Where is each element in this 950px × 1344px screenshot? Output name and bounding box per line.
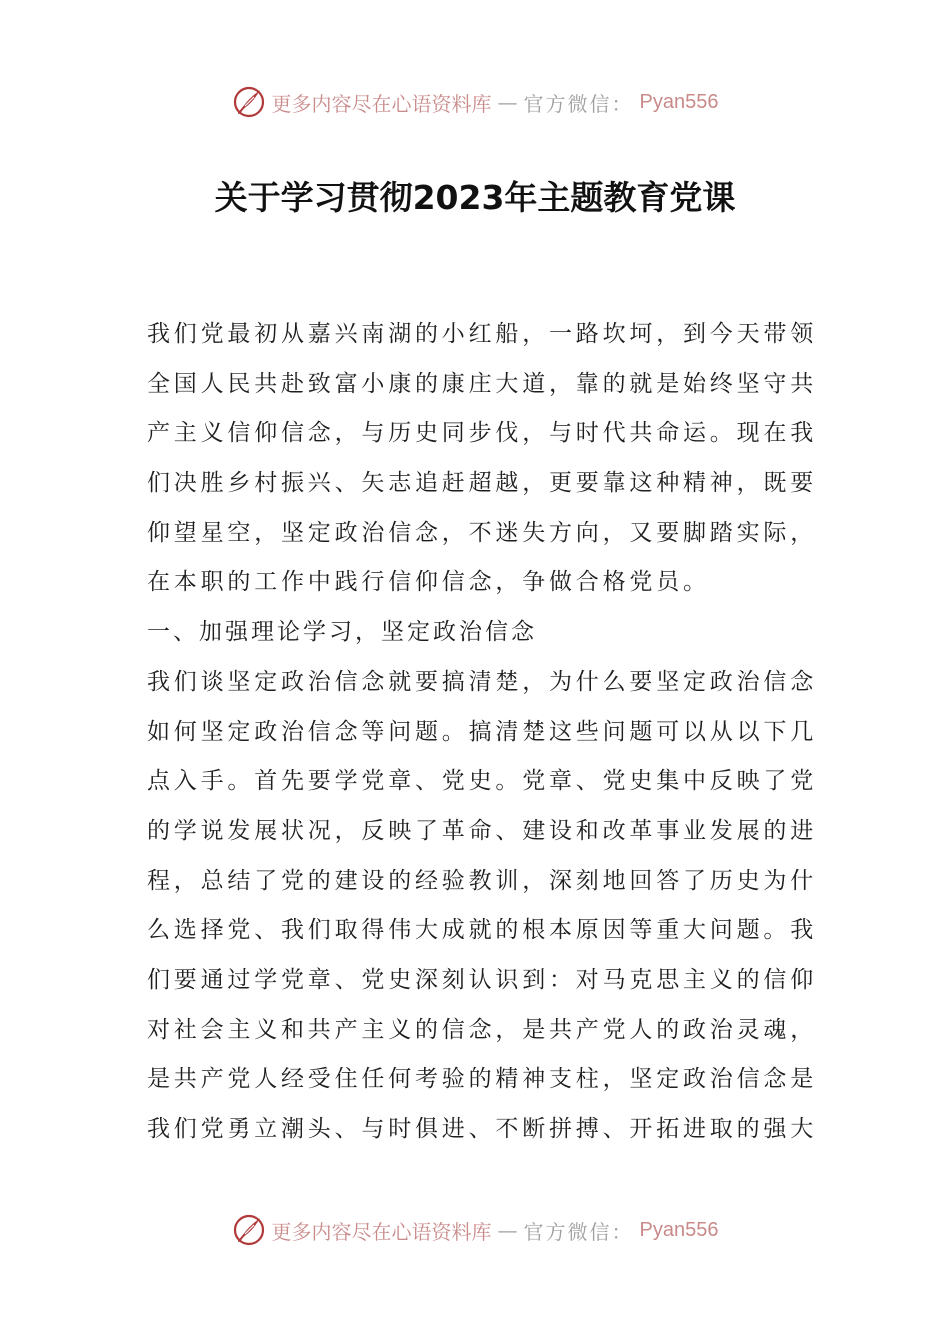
document-body (147, 310, 817, 1155)
body-line: 么选择党、我们取得伟大成就的根本原因等重大问题。我 (147, 917, 817, 944)
body-line: 是共产党人经受住任何考验的精神支柱，坚定政治信念是 (147, 1066, 817, 1093)
body-line: 仰望星空，坚定政治信念，不迷失方向，又要脚踏实际， (147, 519, 817, 546)
banner-label: 官方微信： (523, 1219, 634, 1244)
banner-wechat-id: Pyan556 (639, 1218, 719, 1241)
body-line: 我们党勇立潮头、与时俱进、不断拼搏、开拓进取的强大 (147, 1116, 817, 1142)
body-line: 我们党最初从嘉兴南湖的小红船，一路坎坷，到今天带领 (147, 321, 817, 347)
header-banner (0, 82, 950, 122)
body-line: 在本职的工作中践行信仰信念，争做合格党员。 (147, 569, 710, 596)
banner-label: 官方微信： (523, 91, 634, 116)
body-line: 们决胜乡村振兴、矢志追赶超越，更要靠这种精神，既要 (147, 470, 817, 497)
body-line: 们要通过学党章、党史深刻认识到：对马克思主义的信仰 (147, 966, 817, 993)
body-line: 的学说发展状况，反映了革命、建设和改革事业发展的进 (147, 817, 817, 844)
section-heading: 一、加强理论学习，坚定政治信念 (147, 619, 537, 646)
quill-pen-icon (232, 1213, 266, 1247)
document-title: 关于学习贯彻2023年主题教育党课 (214, 178, 736, 217)
body-line: 如何坚定政治信念等问题。搞清楚这些问题可以从以下几 (147, 718, 817, 745)
body-line: 程，总结了党的建设的经验教训，深刻地回答了历史为什 (147, 867, 817, 894)
quill-pen-icon (232, 85, 266, 119)
body-line: 对社会主义和共产主义的信念，是共产党人的政治灵魂， (147, 1016, 817, 1043)
banner-main-text: 更多内容尽在心语资料库 (271, 1219, 492, 1244)
banner-dash: — (497, 90, 518, 114)
body-line: 全国人民共赴致富小康的康庄大道，靠的就是始终坚守共 (147, 370, 817, 397)
banner-wechat-id: Pyan556 (639, 90, 719, 113)
body-line: 点入手。首先要学党章、党史。党章、党史集中反映了党 (147, 768, 817, 795)
body-line: 产主义信仰信念，与历史同步伐，与时代共命运。现在我 (147, 420, 817, 447)
body-line: 我们谈坚定政治信念就要搞清楚，为什么要坚定政治信念 (147, 668, 817, 695)
banner-dash: — (497, 1218, 518, 1242)
footer-banner (0, 1210, 950, 1250)
banner-main-text: 更多内容尽在心语资料库 (271, 91, 492, 116)
